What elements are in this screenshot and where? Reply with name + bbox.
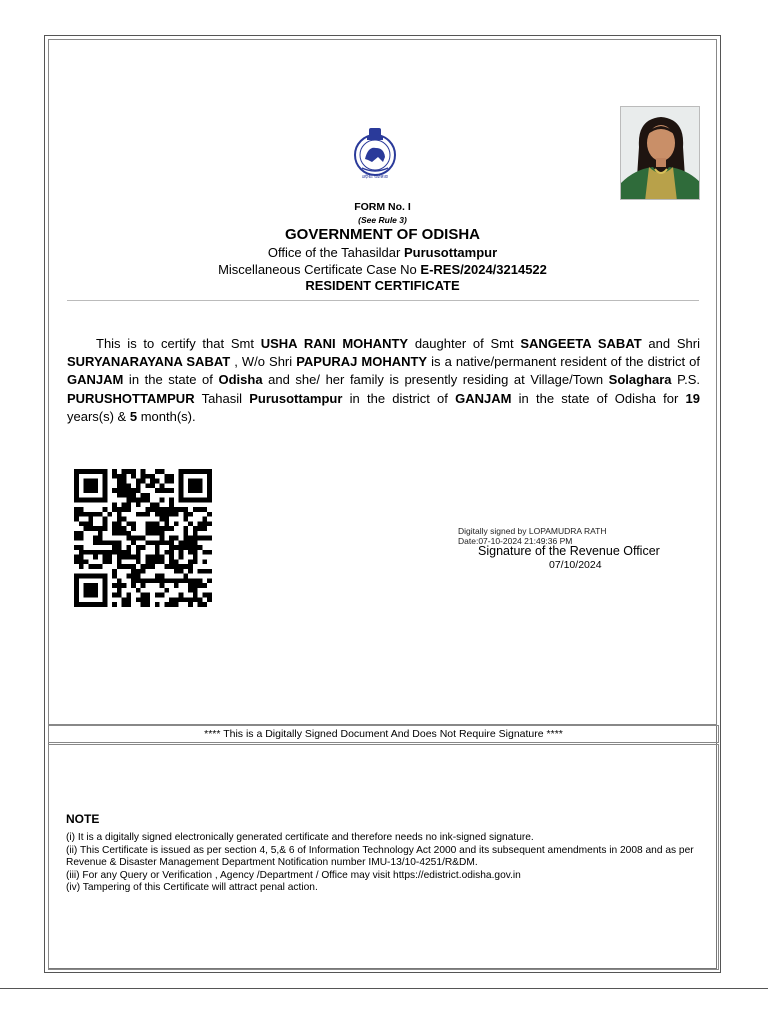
district-name: GANJAM <box>67 372 124 388</box>
district-name: GANJAM <box>455 390 512 406</box>
body-text: years(s) & <box>67 408 130 424</box>
header-separator <box>67 300 699 301</box>
certificate-body <box>67 335 700 426</box>
office-prefix: Office of the Tahasildar <box>267 245 404 260</box>
body-text: in the state of Odisha for <box>511 390 686 406</box>
mother-name: SANGEETA SABAT <box>520 336 642 351</box>
note-item: (ii) This Certificate is issued as per section 4, 5,& 6 of Information Technology Act 2000 and its subsequent amendments in 2008 and as per Revenue & Disaster Management Department Notification number IMU-13/10-4251/R&DM. <box>66 844 694 869</box>
residence-months: 5 <box>129 408 138 424</box>
note-list <box>66 832 706 895</box>
note-title: NOTE <box>66 812 100 826</box>
digital-signature-date: Date:07-10-2024 21:49:36 PM <box>458 536 573 546</box>
applicant-photo <box>620 106 700 200</box>
note-item: (i) It is a digitally signed electronically generated certificate and therefore needs no ink-signed signature. <box>66 832 534 843</box>
village-name: Solaghara <box>608 372 672 388</box>
note-item: (iii) For any Query or Verification , Agency /Department / Office may visit https://edistrict.odisha.gov.in <box>66 869 521 881</box>
body-text: , W/o Shri <box>230 354 297 370</box>
husband-name: PAPURAJ MOHANTY <box>296 354 428 370</box>
body-text: month(s). <box>137 408 196 424</box>
digital-signature-banner: **** This is a Digitally Signed Document And Does Not Require Signature **** <box>48 725 719 743</box>
government-title: GOVERNMENT OF ODISHA <box>284 226 480 243</box>
emblem-caption: ଓଡ଼ିଶା ସରକାର <box>361 175 389 180</box>
note-item: (iv) Tampering of this Certificate will attract penal action. <box>66 882 318 894</box>
tahasil-name: Purusottampur <box>249 390 343 406</box>
odisha-emblem-icon <box>350 124 400 180</box>
body-text: P.S. <box>671 372 700 388</box>
body-text: in the district of <box>342 390 456 406</box>
signature-date: 07/10/2024 <box>549 559 602 571</box>
body-text: is a native/permanent resident of the district of <box>427 354 701 370</box>
residence-years: 19 <box>685 390 700 406</box>
signature-title: Signature of the Revenue Officer <box>478 544 660 558</box>
resident-name: USHA RANI MOHANTY <box>260 336 409 351</box>
police-station: PURUSHOTTAMPUR <box>67 390 195 406</box>
certificate-title: RESIDENT CERTIFICATE <box>305 278 460 293</box>
father-name: SURYANARAYANA SABAT <box>67 354 231 370</box>
office-name: Purusottampur <box>403 245 498 260</box>
form-number: FORM No. I <box>354 201 411 213</box>
body-text: and Shri <box>641 336 700 351</box>
body-text: daughter of Smt <box>408 336 521 351</box>
state-name: Odisha <box>218 372 263 388</box>
case-line <box>48 262 717 277</box>
case-number: E-RES/2024/3214522 <box>420 262 547 277</box>
body-text: in the state of <box>123 372 219 388</box>
body-text: This is to certify that Smt <box>96 336 261 351</box>
case-prefix: Miscellaneous Certificate Case No <box>218 262 421 277</box>
qr-code <box>70 469 216 607</box>
rule-reference: (See Rule 3) <box>358 215 407 225</box>
page-bottom-rule <box>0 988 768 989</box>
body-text: and she/ her family is presently residing at Village/Town <box>262 372 609 388</box>
body-text: Tahasil <box>194 390 250 406</box>
office-line <box>48 245 717 260</box>
digital-signature-line: Digitally signed by LOPAMUDRA RATH <box>458 526 607 536</box>
